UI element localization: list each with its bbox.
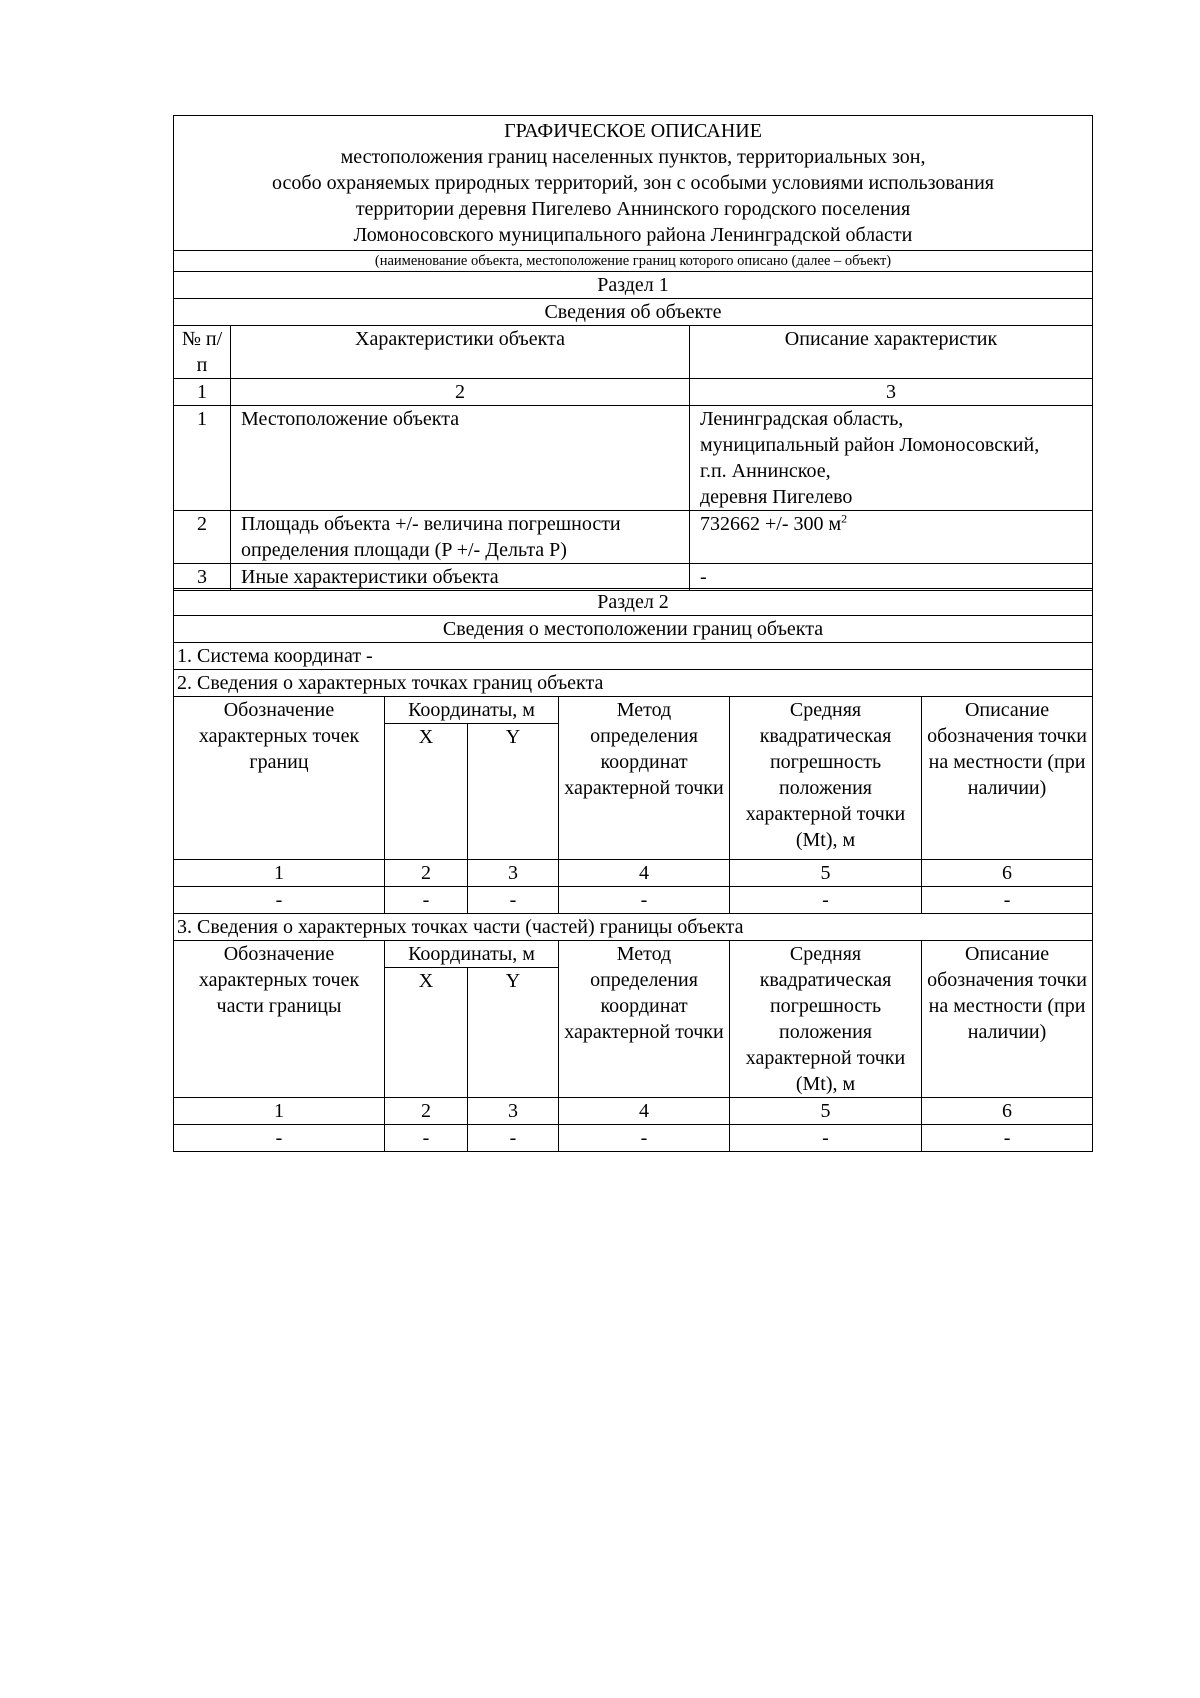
table-row xyxy=(174,564,1093,591)
col-header-coordinates: Координаты, м xyxy=(385,941,559,968)
desc-line: Ленинградская область, xyxy=(700,408,904,430)
col-index: 1 xyxy=(174,860,385,887)
col-header-num: № п/п xyxy=(174,326,231,379)
col-index: 2 xyxy=(385,860,468,887)
col-header-point-designation: Обозначение характерных точек границ xyxy=(174,697,385,860)
col-index: 1 xyxy=(174,379,231,406)
header-line: территории деревня Пигелево Аннинского городского поселения xyxy=(355,198,911,220)
points-section-title: 2. Сведения о характерных точках границ объекта xyxy=(174,670,1093,697)
header-line: Ломоносовского муниципального района Ленинградской области xyxy=(353,224,913,246)
table-cell: - xyxy=(730,1125,922,1152)
table-row xyxy=(174,511,1093,564)
table-row xyxy=(174,1125,1093,1152)
table-cell: - xyxy=(174,887,385,914)
col-header-x: X xyxy=(385,724,468,860)
col-index: 2 xyxy=(231,379,690,406)
col-index: 3 xyxy=(468,1098,559,1125)
table-cell: - xyxy=(468,1125,559,1152)
col-index: 4 xyxy=(559,1098,730,1125)
col-index: 5 xyxy=(730,860,922,887)
col-header-y: Y xyxy=(468,724,559,860)
char-line: определения площади (P +/- Дельта P) xyxy=(241,539,567,561)
row-characteristic: Местоположение объекта xyxy=(231,406,690,511)
document-title: ГРАФИЧЕСКОЕ ОПИСАНИЕ xyxy=(504,120,762,142)
col-index: 6 xyxy=(922,1098,1093,1125)
col-header-coordinates: Координаты, м xyxy=(385,697,559,724)
table-cell: - xyxy=(559,1125,730,1152)
table-cell: - xyxy=(922,1125,1093,1152)
desc-line: муниципальный район Ломоносовский, xyxy=(700,434,1040,456)
row-description: - xyxy=(690,564,1093,591)
table-cell: - xyxy=(468,887,559,914)
char-line: Площадь объекта +/- величина погрешности xyxy=(241,513,621,535)
col-header-method: Метод определения координат характерной точки xyxy=(559,941,730,1098)
section2-title: Сведения о местоположении границ объекта xyxy=(174,616,1093,643)
row-characteristic: Иные характеристики объекта xyxy=(231,564,690,591)
table-cell: - xyxy=(385,1125,468,1152)
row-num: 2 xyxy=(174,511,231,564)
col-index: 3 xyxy=(690,379,1093,406)
area-value: 732662 +/- 300 м xyxy=(700,513,842,535)
section1-table xyxy=(173,115,1093,591)
document-header xyxy=(174,116,1093,251)
col-header-error: Средняя квадратическая погрешность положения характерной точки (Mt), м xyxy=(730,697,922,860)
col-header-description: Описание характеристик xyxy=(690,326,1093,379)
header-line: местоположения границ населенных пунктов, территориальных зон, xyxy=(340,146,926,168)
col-header-point-description: Описание обозначения точки на местности (при наличии) xyxy=(922,941,1093,1098)
col-index: 4 xyxy=(559,860,730,887)
section1-label: Раздел 1 xyxy=(174,272,1093,299)
coordinate-system: 1. Система координат - xyxy=(174,643,1093,670)
col-header-point-designation: Обозначение характерных точек части границы xyxy=(174,941,385,1098)
table-cell: - xyxy=(174,1125,385,1152)
col-index: 1 xyxy=(174,1098,385,1125)
col-header-point-description: Описание обозначения точки на местности (при наличии) xyxy=(922,697,1093,860)
table-row xyxy=(174,887,1093,914)
area-unit-superscript: 2 xyxy=(841,511,848,526)
table-cell: - xyxy=(559,887,730,914)
row-description xyxy=(690,511,1093,564)
col-index: 6 xyxy=(922,860,1093,887)
row-description xyxy=(690,406,1093,511)
table-cell: - xyxy=(922,887,1093,914)
desc-line: г.п. Аннинское, xyxy=(700,460,831,482)
col-index: 3 xyxy=(468,860,559,887)
col-header-y: Y xyxy=(468,968,559,1098)
row-num: 1 xyxy=(174,406,231,511)
table-cell: - xyxy=(730,887,922,914)
header-caption: (наименование объекта, местоположение границ которого описано (далее – объект) xyxy=(174,251,1093,272)
table-row xyxy=(174,406,1093,511)
col-header-x: X xyxy=(385,968,468,1098)
parts-section-title: 3. Сведения о характерных точках части (частей) границы объекта xyxy=(174,914,1093,941)
desc-line: деревня Пигелево xyxy=(700,486,853,508)
col-header-characteristics: Характеристики объекта xyxy=(231,326,690,379)
row-characteristic xyxy=(231,511,690,564)
header-line: особо охраняемых природных территорий, зон с особыми условиями использования xyxy=(272,172,995,194)
section2-table xyxy=(173,588,1093,1152)
col-index: 2 xyxy=(385,1098,468,1125)
section1-title: Сведения об объекте xyxy=(174,299,1093,326)
section2-label: Раздел 2 xyxy=(174,589,1093,616)
col-header-method: Метод определения координат характерной точки xyxy=(559,697,730,860)
col-index: 5 xyxy=(730,1098,922,1125)
row-num: 3 xyxy=(174,564,231,591)
col-header-error: Средняя квадратическая погрешность положения характерной точки (Mt), м xyxy=(730,941,922,1098)
table-cell: - xyxy=(385,887,468,914)
